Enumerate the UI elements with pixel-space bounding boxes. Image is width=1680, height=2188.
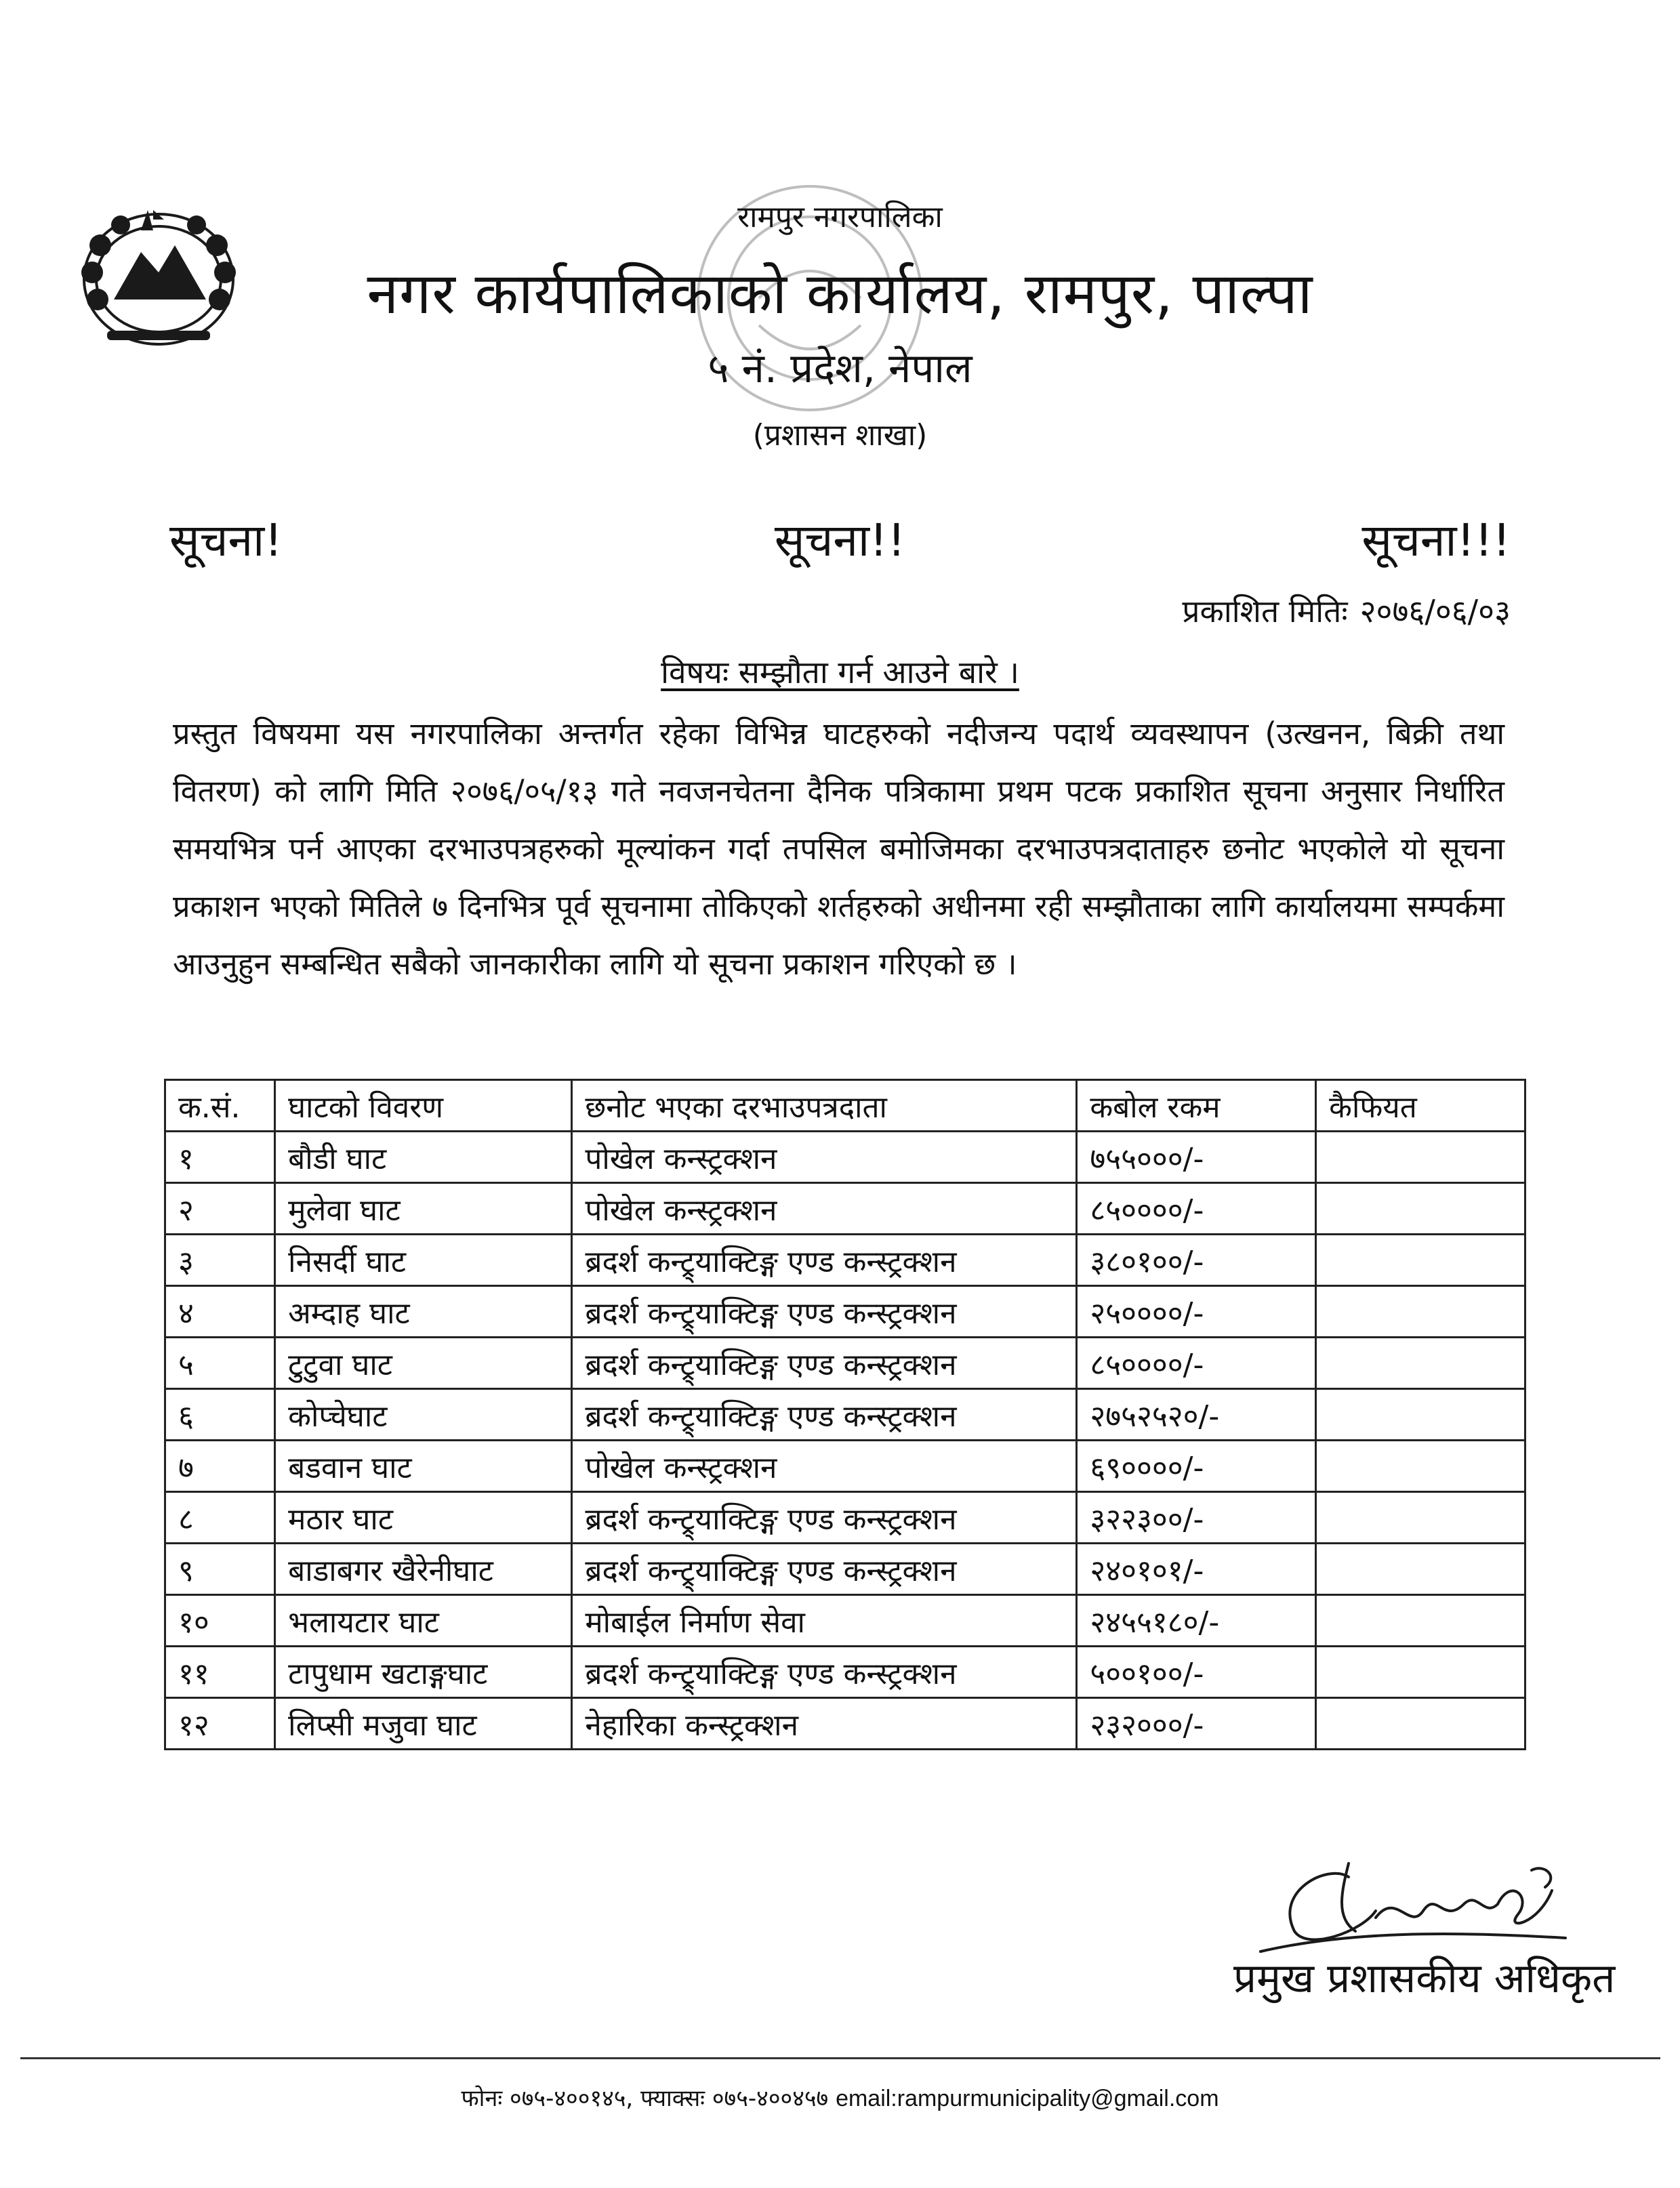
table-row xyxy=(165,1183,1525,1235)
bidder-cell: पोखेल कन्स्ट्रक्शन xyxy=(572,1441,1077,1492)
table-row xyxy=(165,1286,1525,1338)
table-row xyxy=(165,1492,1525,1544)
ghat-cell: मुलेवा घाट xyxy=(275,1183,572,1235)
amount-cell: २७५२५२०/- xyxy=(1077,1389,1316,1441)
serial-cell: ४ xyxy=(165,1286,275,1338)
remarks-cell xyxy=(1316,1183,1525,1235)
header-amount: कबोल रकम xyxy=(1077,1080,1316,1132)
serial-cell: ११ xyxy=(165,1647,275,1698)
notice-banner-3: सूचना!!! xyxy=(1361,514,1511,566)
serial-cell: ९ xyxy=(165,1544,275,1595)
province-line: ५ नं. प्रदेश, नेपाल xyxy=(708,345,972,392)
remarks-cell xyxy=(1316,1595,1525,1647)
signatory-title: प्रमुख प्रशासकीय अधिकृत xyxy=(1233,1955,1616,2002)
serial-cell: ३ xyxy=(165,1235,275,1286)
office-title: नगर कार्यपालिकाको कार्यालय, रामपुर, पाल्पा xyxy=(367,260,1313,327)
remarks-cell xyxy=(1316,1544,1525,1595)
amount-cell: ७५५०००/- xyxy=(1077,1132,1316,1183)
notice-banner-2: सूचना!! xyxy=(774,514,906,566)
ghat-cell: निसर्दी घाट xyxy=(275,1235,572,1286)
bidder-cell: ब्रदर्श कन्ट्र्याक्टिङ्ग एण्ड कन्स्ट्रक्शन xyxy=(572,1338,1077,1389)
header-ghat: घाटको विवरण xyxy=(275,1080,572,1132)
bidder-cell: मोबाईल निर्माण सेवा xyxy=(572,1595,1077,1647)
table-row xyxy=(165,1235,1525,1286)
remarks-cell xyxy=(1316,1647,1525,1698)
remarks-cell xyxy=(1316,1441,1525,1492)
amount-cell: ६९००००/- xyxy=(1077,1441,1316,1492)
remarks-cell xyxy=(1316,1389,1525,1441)
table-row xyxy=(165,1595,1525,1647)
footer-phone: फोनः ०७५-४००१४५, xyxy=(461,2085,634,2112)
ghat-cell: बाडाबगर खैरेनीघाट xyxy=(275,1544,572,1595)
branch-line: (प्रशासन शाखा) xyxy=(752,418,928,453)
ghat-cell: मठार घाट xyxy=(275,1492,572,1544)
subject-text: विषयः सम्झौता गर्न आउने बारे । xyxy=(661,654,1019,690)
ghat-cell: टापुधाम खटाङ्गघाट xyxy=(275,1647,572,1698)
footer-email: email:rampurmunicipality@gmail.com xyxy=(836,2086,1219,2111)
remarks-cell xyxy=(1316,1235,1525,1286)
footer-divider xyxy=(20,2057,1660,2059)
serial-cell: ७ xyxy=(165,1441,275,1492)
bidder-cell: ब्रदर्श कन्ट्र्याक्टिङ्ग एण्ड कन्स्ट्रक्शन xyxy=(572,1235,1077,1286)
table-row xyxy=(165,1544,1525,1595)
municipality-name: रामपुर नगरपालिका xyxy=(737,200,943,234)
amount-cell: २५००००/- xyxy=(1077,1286,1316,1338)
footer-fax: फ्याक्सः ०७५-४००४५७ xyxy=(640,2085,829,2112)
ghat-cell: कोप्चेघाट xyxy=(275,1389,572,1441)
amount-cell: ५००१००/- xyxy=(1077,1647,1316,1698)
serial-cell: १२ xyxy=(165,1698,275,1750)
subject-line xyxy=(0,651,1680,693)
signature-icon xyxy=(1247,1850,1572,1965)
header-bidder: छनोट भएका दरभाउपत्रदाता xyxy=(572,1080,1077,1132)
remarks-cell xyxy=(1316,1286,1525,1338)
table-row xyxy=(165,1132,1525,1183)
amount-cell: २४५५१८०/- xyxy=(1077,1595,1316,1647)
amount-cell: २४०१०१/- xyxy=(1077,1544,1316,1595)
serial-cell: ५ xyxy=(165,1338,275,1389)
bidder-cell: ब्रदर्श कन्ट्र्याक्टिङ्ग एण्ड कन्स्ट्रक्शन xyxy=(572,1286,1077,1338)
published-date-label: प्रकाशित मितिः xyxy=(1182,593,1348,629)
table-row xyxy=(165,1698,1525,1750)
amount-cell: ३२२३००/- xyxy=(1077,1492,1316,1544)
bidder-cell: ब्रदर्श कन्ट्र्याक्टिङ्ग एण्ड कन्स्ट्रक्शन xyxy=(572,1647,1077,1698)
serial-cell: २ xyxy=(165,1183,275,1235)
ghat-cell: भलायटार घाट xyxy=(275,1595,572,1647)
amount-cell: २३२०००/- xyxy=(1077,1698,1316,1750)
table-row xyxy=(165,1647,1525,1698)
ghat-cell: अम्दाह घाट xyxy=(275,1286,572,1338)
notice-banner-1: सूचना! xyxy=(169,514,283,566)
published-date-value: २०७६/०६/०३ xyxy=(1359,593,1511,629)
amount-cell: ८५००००/- xyxy=(1077,1183,1316,1235)
serial-cell: ६ xyxy=(165,1389,275,1441)
table-header-row xyxy=(165,1080,1525,1132)
published-date xyxy=(1182,590,1511,632)
header-serial: क.सं. xyxy=(165,1080,275,1132)
bidder-cell: पोखेल कन्स्ट्रक्शन xyxy=(572,1132,1077,1183)
remarks-cell xyxy=(1316,1492,1525,1544)
ghat-cell: टुटुवा घाट xyxy=(275,1338,572,1389)
remarks-cell xyxy=(1316,1338,1525,1389)
remarks-cell xyxy=(1316,1132,1525,1183)
body-paragraph: प्रस्तुत विषयमा यस नगरपालिका अन्तर्गत रहेका विभिन्न घाटहरुको नदीजन्य पदार्थ व्यवस्थापन (उत्खनन, बिक्री तथा वितरण) को लागि मिति २०७६/०५/१३ गते नवजनचेतना दैनिक पत्रिकामा प्रथम पटक प्रकाशित सूचना अनुसार निर्धारित समयभित्र पर्न आएका दरभाउपत्रहरुको मूल्यांकन गर्दा तपसिल बमोजिमका दरभाउपत्रदाताहरु छनोट भएकोले यो सूचना प्रकाशन भएको मितिले ७ दिनभित्र पूर्व सूचनामा तोकिएको शर्तहरुको अधीनमा रही सम्झौताका लागि कार्यालयमा सम्पर्कमा आउनुहुन सम्बन्धित सबैको जानकारीका लागि यो सूचना प्रकाशन गरिएको छ । xyxy=(173,716,1504,982)
table-row xyxy=(165,1338,1525,1389)
serial-cell: १० xyxy=(165,1595,275,1647)
selected-bidders-table xyxy=(164,1079,1526,1750)
bidder-cell: ब्रदर्श कन्ट्र्याक्टिङ्ग एण्ड कन्स्ट्रक्शन xyxy=(572,1389,1077,1441)
header-remarks: कैफियत xyxy=(1316,1080,1525,1132)
footer-contact xyxy=(0,2082,1680,2113)
bidder-cell: ब्रदर्श कन्ट्र्याक्टिङ्ग एण्ड कन्स्ट्रक्शन xyxy=(572,1544,1077,1595)
serial-cell: १ xyxy=(165,1132,275,1183)
ghat-cell: लिप्सी मजुवा घाट xyxy=(275,1698,572,1750)
bidder-cell: नेहारिका कन्स्ट्रक्शन xyxy=(572,1698,1077,1750)
table-body xyxy=(165,1132,1525,1750)
table-row xyxy=(165,1441,1525,1492)
ghat-cell: बडवान घाट xyxy=(275,1441,572,1492)
ghat-cell: बौडी घाट xyxy=(275,1132,572,1183)
bidder-cell: ब्रदर्श कन्ट्र्याक्टिङ्ग एण्ड कन्स्ट्रक्शन xyxy=(572,1492,1077,1544)
bidder-cell: पोखेल कन्स्ट्रक्शन xyxy=(572,1183,1077,1235)
serial-cell: ८ xyxy=(165,1492,275,1544)
amount-cell: ८५००००/- xyxy=(1077,1338,1316,1389)
remarks-cell xyxy=(1316,1698,1525,1750)
table-row xyxy=(165,1389,1525,1441)
amount-cell: ३८०१००/- xyxy=(1077,1235,1316,1286)
